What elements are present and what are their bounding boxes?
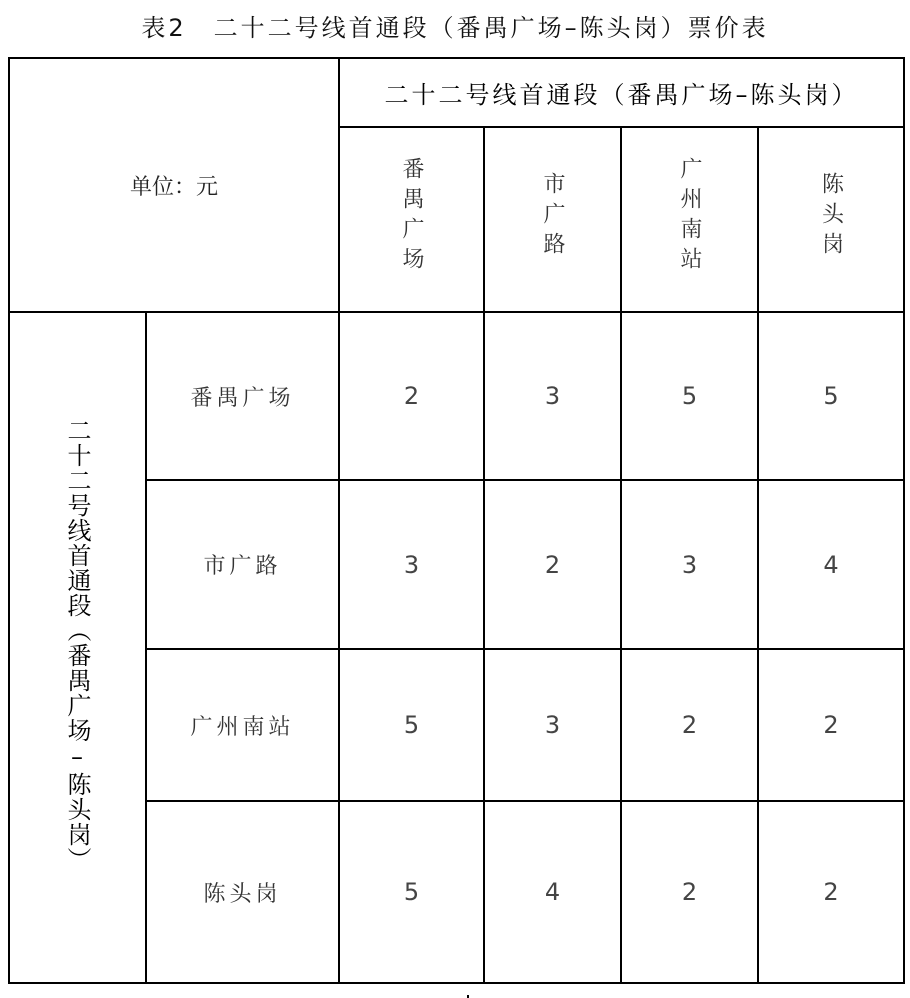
fare-cell: 2 (339, 312, 484, 480)
fare-cell: 5 (758, 312, 904, 480)
fare-cell: 2 (758, 801, 904, 983)
fare-cell: 3 (339, 480, 484, 649)
fare-cell: 2 (484, 480, 621, 649)
fare-cell: 4 (758, 480, 904, 649)
row-group-label (9, 312, 146, 983)
row-header: 市广路 (146, 480, 339, 649)
column-header-label: 番禺广场 (399, 156, 424, 277)
column-header-label: 市广路 (540, 171, 565, 262)
table-row (9, 312, 904, 480)
row-header: 陈头岗 (146, 801, 339, 983)
column-header (758, 127, 904, 312)
table-title: 表2 二十二号线首通段（番禺广场–陈头岗）票价表 (141, 14, 769, 42)
fare-cell: 4 (484, 801, 621, 983)
row-header: 广州南站 (146, 649, 339, 801)
fare-cell: 5 (339, 649, 484, 801)
fare-cell: 2 (621, 649, 758, 801)
header-group-label: 二十二号线首通段（番禺广场–陈头岗） (339, 58, 904, 127)
fare-cell: 3 (484, 649, 621, 801)
fare-cell: 3 (484, 312, 621, 480)
fare-cell: 2 (758, 649, 904, 801)
fare-cell: 5 (621, 312, 758, 480)
row-group-text: 二十二号线首通段（番禺广场–陈头岗） (63, 417, 91, 872)
column-header (484, 127, 621, 312)
column-header-label: 陈头岗 (818, 171, 844, 262)
row-header: 番禺广场 (146, 312, 339, 480)
column-header (621, 127, 758, 312)
fare-cell: 5 (339, 801, 484, 983)
column-header (339, 127, 484, 312)
fare-table (8, 57, 905, 984)
unit-label: 单位：元 (9, 58, 339, 312)
fare-cell: 3 (621, 480, 758, 649)
column-header-label: 广州南站 (677, 156, 702, 277)
fare-cell: 2 (621, 801, 758, 983)
